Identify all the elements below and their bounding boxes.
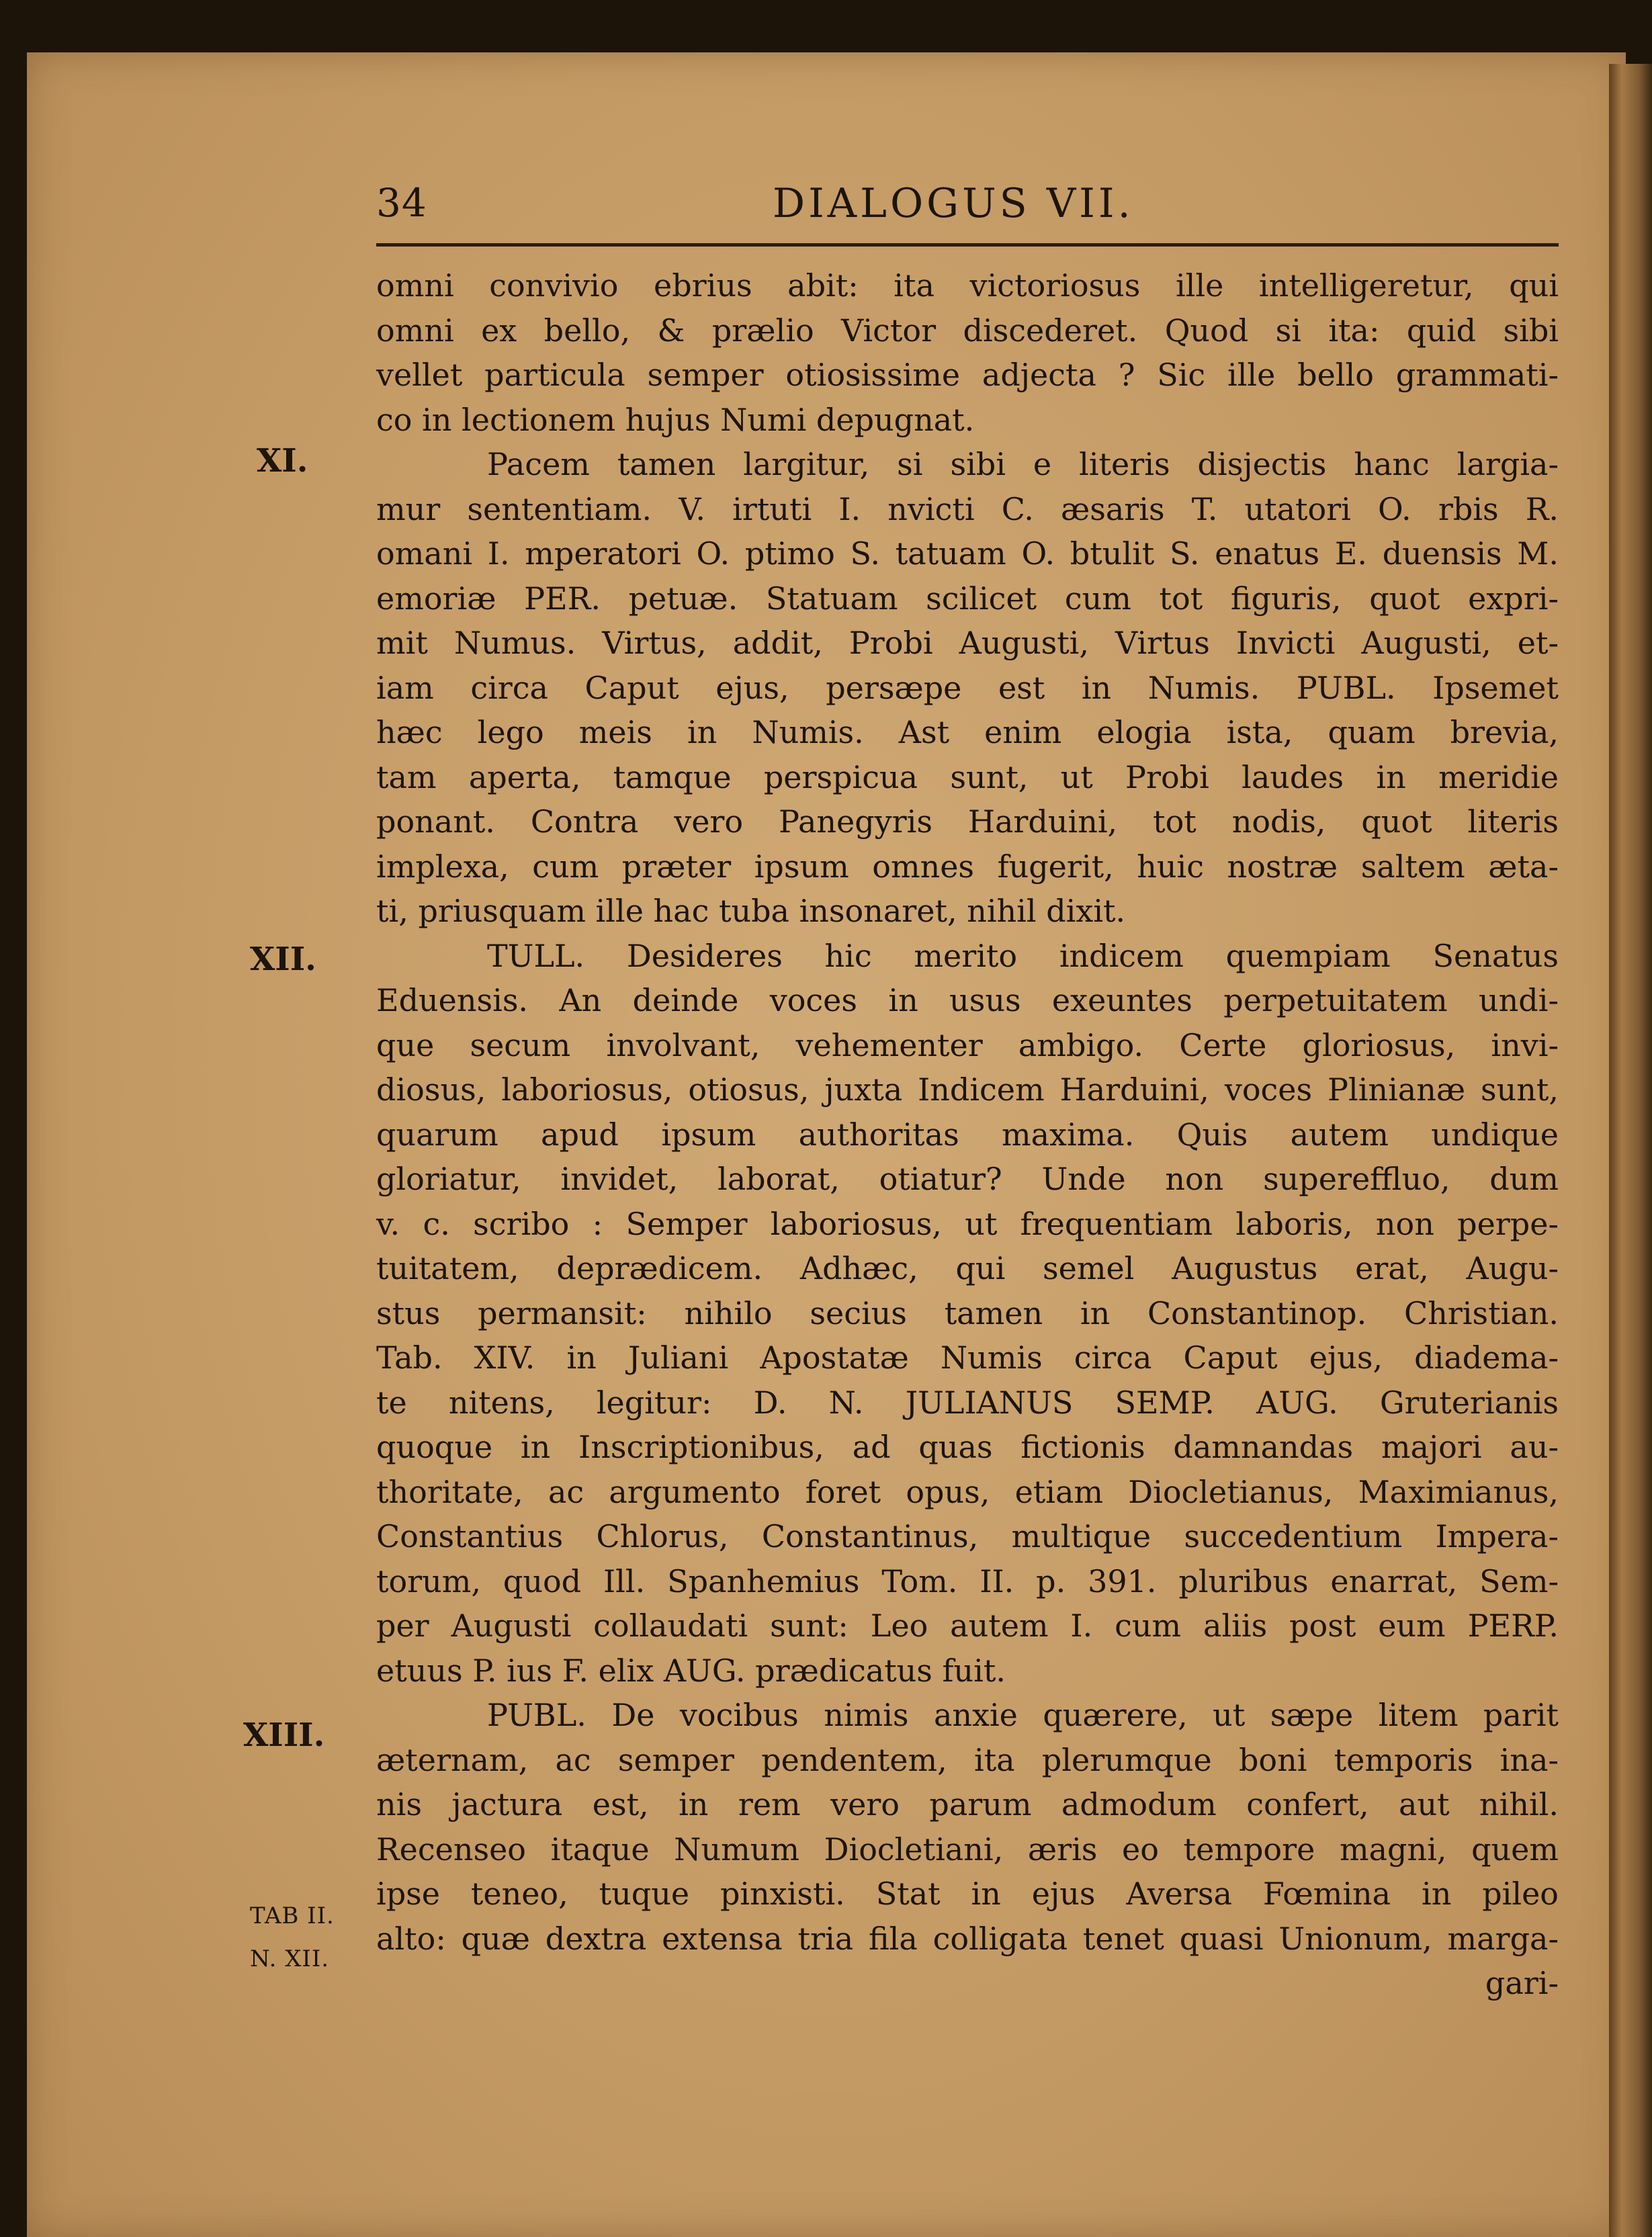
text-line: quarum apud ipsum authoritas maxima. Quis autem undique: [376, 1116, 1559, 1153]
text-line: co in lectionem hujus Numi depugnat.: [376, 401, 975, 438]
text-line: omni convivio ebrius abit: ita victoriosus ille intelligeretur, qui: [376, 267, 1559, 304]
text-line: nis jactura est, in rem vero parum admodum confert, aut nihil.: [376, 1786, 1559, 1823]
text-line: tuitatem, deprædicem. Adhæc, qui semel Augustus erat, Augu-: [376, 1250, 1559, 1286]
text-line: quoque in Inscriptionibus, ad quas fictionis damnandas majori au-: [376, 1429, 1559, 1465]
text-line: TULL. Desideres hic merito indicem quempiam Senatus: [487, 937, 1559, 974]
text-line: mit Numus. Virtus, addit, Probi Augusti, Virtus Invicti Augusti, et-: [376, 625, 1559, 661]
text-line: omani I. mperatori O. ptimo S. tatuam O. btulit S. enatus E. duensis M.: [376, 535, 1559, 572]
header-rule: [376, 243, 1559, 247]
text-line: ipse teneo, tuque pinxisti. Stat in ejus Aversa Fœmina in pileo: [376, 1876, 1559, 1912]
text-line: alto: quæ dextra extensa tria fila colligata tenet quasi Unionum, marga-: [376, 1920, 1559, 1957]
page-header: [376, 180, 1552, 234]
text-line: tam aperta, tamque perspicua sunt, ut Probi laudes in meridie: [376, 758, 1559, 795]
margin-note-tab: TAB II.: [250, 1902, 335, 1929]
text-line: ti, priusquam ille hac tuba insonaret, nihil dixit.: [376, 893, 1126, 929]
text-line: gloriatur, invidet, laborat, otiatur? Unde non supereffluo, dum: [376, 1161, 1559, 1197]
text-line: Eduensis. An deinde voces in usus exeuntes perpetuitatem undi-: [376, 982, 1559, 1018]
text-line: implexa, cum præter ipsum omnes fugerit, huic nostræ saltem æta-: [376, 848, 1559, 885]
text-line: hæc lego meis in Numis. Ast enim elogia ista, quam brevia,: [376, 714, 1559, 750]
text-line: vellet particula semper otiosissime adjecta ? Sic ille bello grammati-: [376, 357, 1559, 393]
body-text: [376, 263, 1559, 2006]
text-line: æternam, ac semper pendentem, ita plerumque boni temporis ina-: [376, 1741, 1559, 1778]
margin-note-xiii: XIII.: [243, 1716, 325, 1754]
margin-note-xii: XII.: [250, 940, 316, 978]
text-line: Recenseo itaque Numum Diocletiani, æris eo tempore magni, quem: [376, 1831, 1559, 1868]
text-line: te nitens, legitur: D. N. JULIANUS SEMP. AUG. Gruterianis: [376, 1384, 1559, 1421]
page-edge: [1609, 64, 1652, 2237]
text-line: diosus, laboriosus, otiosus, juxta Indicem Harduini, voces Plinianæ sunt,: [376, 1071, 1559, 1108]
text-line: PUBL. De vocibus nimis anxie quærere, ut sæpe litem parit: [487, 1697, 1559, 1733]
text-line: mur sententiam. V. irtuti I. nvicti C. æsaris T. utatori O. rbis R.: [376, 490, 1559, 527]
text-line: Tab. XIV. in Juliani Apostatæ Numis circa Caput ejus, diadema-: [376, 1340, 1559, 1376]
margin-note-xi: XI.: [257, 442, 308, 480]
text-line: etuus P. ius F. elix AUG. prædicatus fuit.: [376, 1652, 1006, 1689]
text-line: ponant. Contra vero Panegyris Harduini, tot nodis, quot literis: [376, 803, 1559, 840]
text-line: omni ex bello, & prælio Victor discederet. Quod si ita: quid sibi: [376, 312, 1559, 349]
text-line: torum, quod Ill. Spanhemius Tom. II. p. 391. pluribus enarrat, Sem-: [376, 1563, 1559, 1599]
text-line: Constantius Chlorus, Constantinus, multique succedentium Impera-: [376, 1518, 1559, 1554]
running-title: DIALOGUS VII.: [773, 180, 1134, 227]
margin-note-number: N. XII.: [250, 1945, 330, 1972]
text-line: iam circa Caput ejus, persæpe est in Numis. PUBL. Ipsemet: [376, 669, 1559, 706]
page-number: 34: [376, 180, 427, 226]
text-line: v. c. scribo : Semper laboriosus, ut frequentiam laboris, non perpe-: [376, 1205, 1559, 1242]
text-line: que secum involvant, vehementer ambigo. Certe gloriosus, invi-: [376, 1026, 1559, 1063]
catchword: gari-: [1485, 1965, 1559, 2001]
text-line: thoritate, ac argumento foret opus, etiam Diocletianus, Maximianus,: [376, 1473, 1559, 1510]
text-line: Pacem tamen largitur, si sibi e literis disjectis hanc largia-: [487, 446, 1559, 482]
text-line: emoriæ PER. petuæ. Statuam scilicet cum tot figuris, quot expri-: [376, 580, 1559, 617]
text-line: stus permansit: nihilo secius tamen in Constantinop. Christian.: [376, 1295, 1559, 1331]
text-line: per Augusti collaudati sunt: Leo autem I. cum aliis post eum PERP.: [376, 1608, 1559, 1644]
